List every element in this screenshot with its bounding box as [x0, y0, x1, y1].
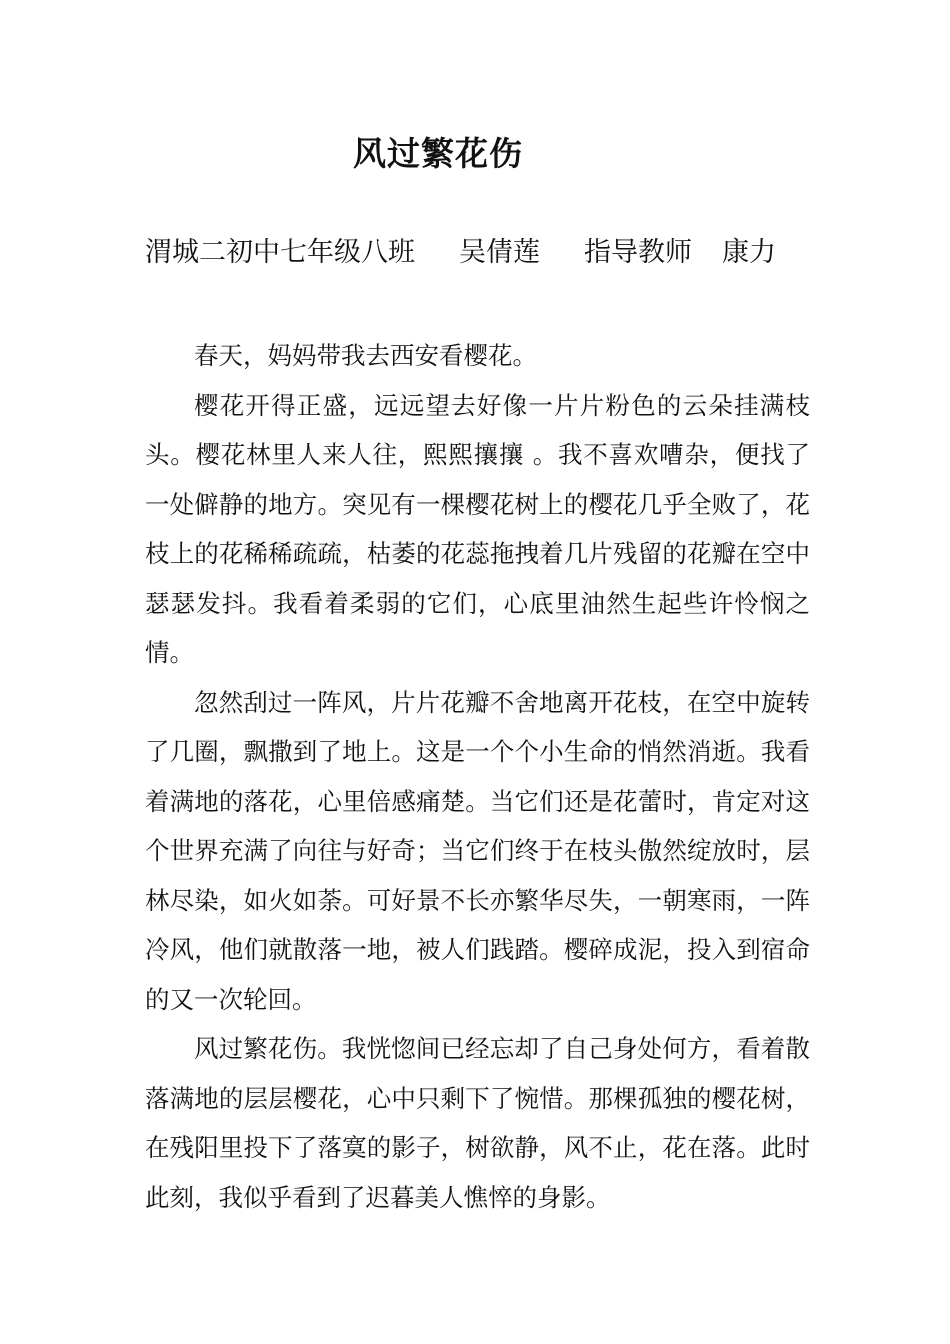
paragraph: 忽然刮过一阵风，片片花瓣不舍地离开花枝，在空中旋转了几圈，飘撒到了地上。这是一个个小生命的悄然消逝。我看着满地的落花，心里倍感痛楚。当它们还是花蕾时，肯定对这个世界充满了向往与好奇；当它们终于在枝头傲然绽放时，层林尽染，如火如荼。可好景不长亦繁华尽失，一朝寒雨，一阵冷风，他们就散落一地，被人们践踏。樱碎成泥，投入到宿命的又一次轮回。 [145, 687, 810, 1014]
paragraph: 春天，妈妈带我去西安看樱花。 [194, 341, 537, 370]
paragraph: 樱花开得正盛，远远望去好像一片片粉色的云朵挂满枝头。樱花林里人来人往，熙熙攘攘 。我不喜欢嘈杂，便找了一处僻静的地方。突见有一棵樱花树上的樱花几乎全败了，花枝上的花稀稀疏疏，枯萎的花蕊拖拽着几片残留的花瓣在空中瑟瑟发抖。我看着柔弱的它们，心底里油然生起些许怜悯之情。 [145, 390, 810, 667]
byline [145, 230, 776, 269]
byline-teacher-label: 指导教师 [584, 237, 692, 268]
document-title: 风过繁花伤 [353, 134, 523, 173]
byline-author: 吴倩莲 [459, 237, 540, 268]
byline-school: 渭城二初中七年级八班 [145, 237, 415, 268]
paragraph: 风过繁花伤。我恍惚间已经忘却了自己身处何方，看着散落满地的层层樱花，心中只剩下了惋惜。那棵孤独的樱花树，在残阳里投下了落寞的影子，树欲静，风不止，花在落。此时此刻，我似乎看到了迟暮美人憔悴的身影。 [145, 1034, 810, 1212]
byline-teacher: 康力 [722, 237, 776, 268]
document-body [145, 331, 810, 1222]
